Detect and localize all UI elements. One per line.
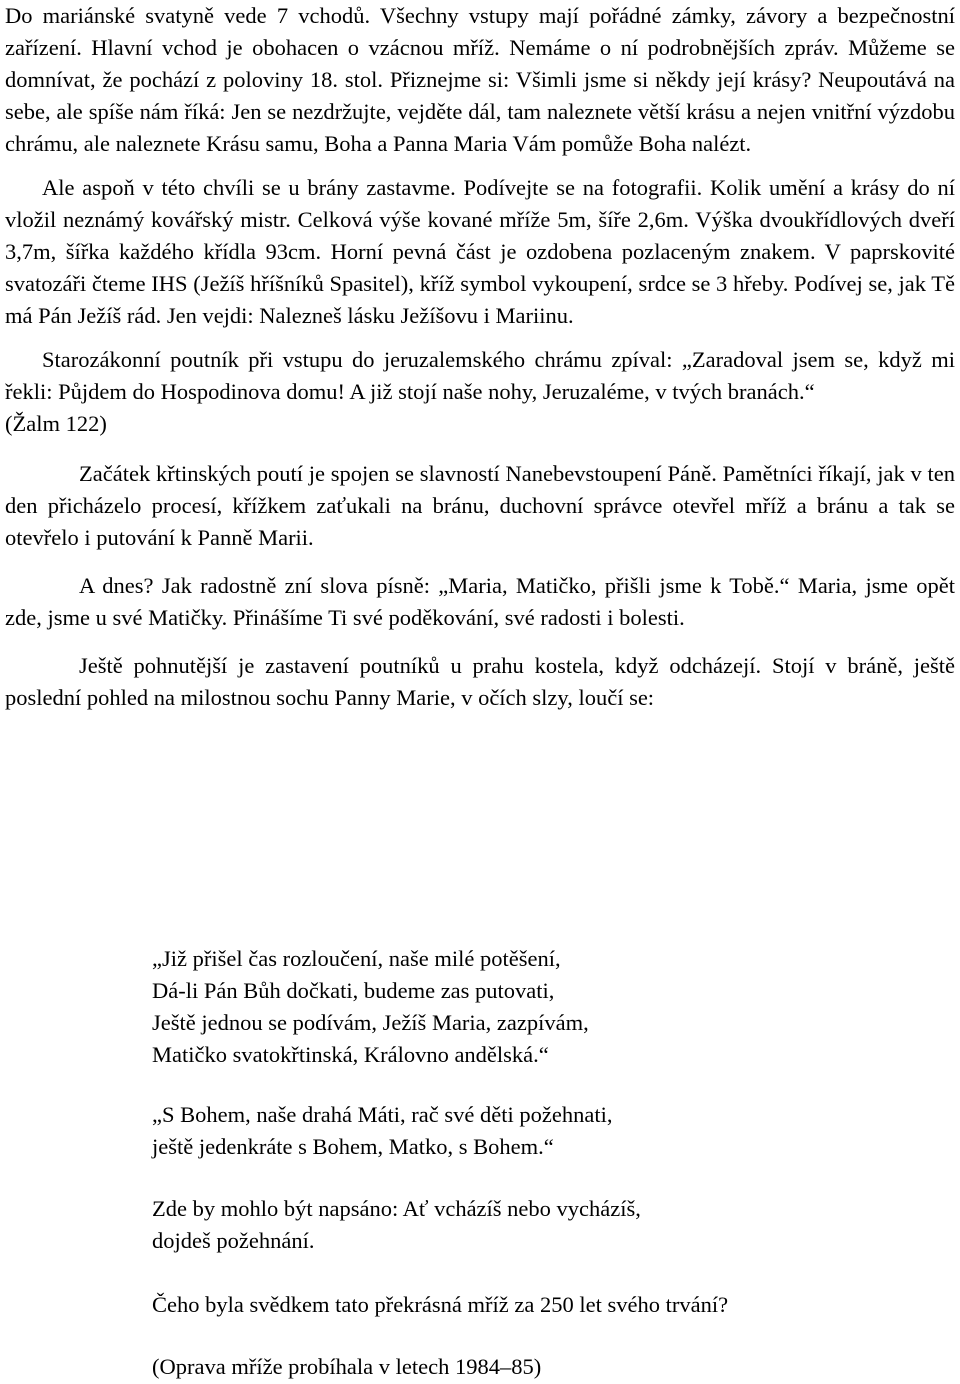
- poem-line: „Již přišel čas rozloučení, naše milé potěšení,: [152, 946, 561, 971]
- closing-question: [152, 1289, 912, 1321]
- poem-stanza-farewell: [152, 943, 912, 1071]
- paragraph-gate-description: Ale aspoň v této chvíli se u brány zastavme. Podívejte se na fotografii. Kolik umění a krásy do ní vložil neznámý kovářský mistr. Celková výše kované mříže 5m, šíře 2,6m. Výška dvoukřídlových dveří 3,7m, šířka každého křídla 93cm. Horní pevná část je ozdobena pozlaceným znakem. V paprskovité svatozáři čteme IHS (Ježíš hříšníků Spasitel), kříž symbol vykoupení, srdce se 3 hřeby. Podívej se, jak Tě má Pán Ježíš rád. Jen vejdi: Nalezneš lásku Ježíšovu i Mariinu.: [5, 175, 955, 328]
- note-text: (Oprava mříže probíhala v letech 1984–85): [152, 1354, 542, 1379]
- poem-line: Ještě jednou se podívám, Ježíš Maria, zazpívám,: [152, 1010, 589, 1035]
- question-text: Čeho byla svědkem tato překrásná mříž za 250 let svého trvání?: [152, 1292, 729, 1317]
- document-page: [5, 0, 955, 1384]
- poem-line: dojdeš požehnání.: [152, 1228, 315, 1253]
- poem-line: „S Bohem, naše drahá Máti, rač své děti požehnati,: [152, 1102, 613, 1127]
- paragraph-song: A dnes? Jak radostně zní slova písně: „Maria, Matičko, přišli jsme k Tobě.“ Maria, jsme opět zde, jsme u své Matičky. Přinášíme Ti své poděkování, své radosti i bolesti.: [5, 573, 955, 630]
- poem-line: ještě jedenkráte s Bohem, Matko, s Bohem.“: [152, 1134, 554, 1159]
- poem-line: Dá-li Pán Bůh dočkati, budeme zas putovati,: [152, 978, 555, 1003]
- paragraph-gate-intro: Do mariánské svatyně vede 7 vchodů. Všechny vstupy mají pořádné zámky, závory a bezpečnostní zařízení. Hlavní vchod je obohacen o vzácnou mříž. Nemáme o ní podrobnějších zpráv. Můžeme se domnívat, že pochází z poloviny 18. stol. Přiznejme si: Všimli jsme si někdy její krásy? Neupoutává na sebe, ale spíše nám říká: Jen se nezdržujte, vejděte dál, tam naleznete větší krásu a nejen vnitřní výzdobu chrámu, ale naleznete Krásu samu, Boha a Panna Maria Vám pomůže Boha nalézt.: [5, 3, 955, 156]
- repair-note: [152, 1351, 912, 1383]
- poem-line: Zde by mohlo být napsáno: Ať vcházíš nebo vycházíš,: [152, 1196, 641, 1221]
- paragraph-farewell: Ještě pohnutější je zastavení poutníků u prahu kostela, když odcházejí. Stojí v bráně, ještě poslední pohled na milostnou sochu Panny Marie, v očích slzy, loučí se:: [5, 653, 955, 710]
- poem-stanza-blessing: [152, 1099, 912, 1163]
- paragraph-pilgrimage-start: Začátek křtinských poutí je spojen se slavností Nanebevstoupení Páně. Pamětníci říkají, jak v ten den přicházelo procesí, křížkem zaťukali na bránu, duchovní správce otevřel mříž a bránu a tak se otevřelo i putování k Panně Marii.: [5, 461, 955, 550]
- psalm-reference: (Žalm 122): [5, 411, 107, 436]
- poem-line: Matičko svatokřtinská, Královno andělská.“: [152, 1042, 549, 1067]
- poem-stanza-inscription: [152, 1193, 912, 1257]
- paragraph-psalm-quote: Starozákonní poutník při vstupu do jeruzalemského chrámu zpíval: „Zaradoval jsem se, když mi řekli: Půjdem do Hospodinova domu! A již stojí naše nohy, Jeruzaléme, v tvých branách.“: [5, 347, 955, 404]
